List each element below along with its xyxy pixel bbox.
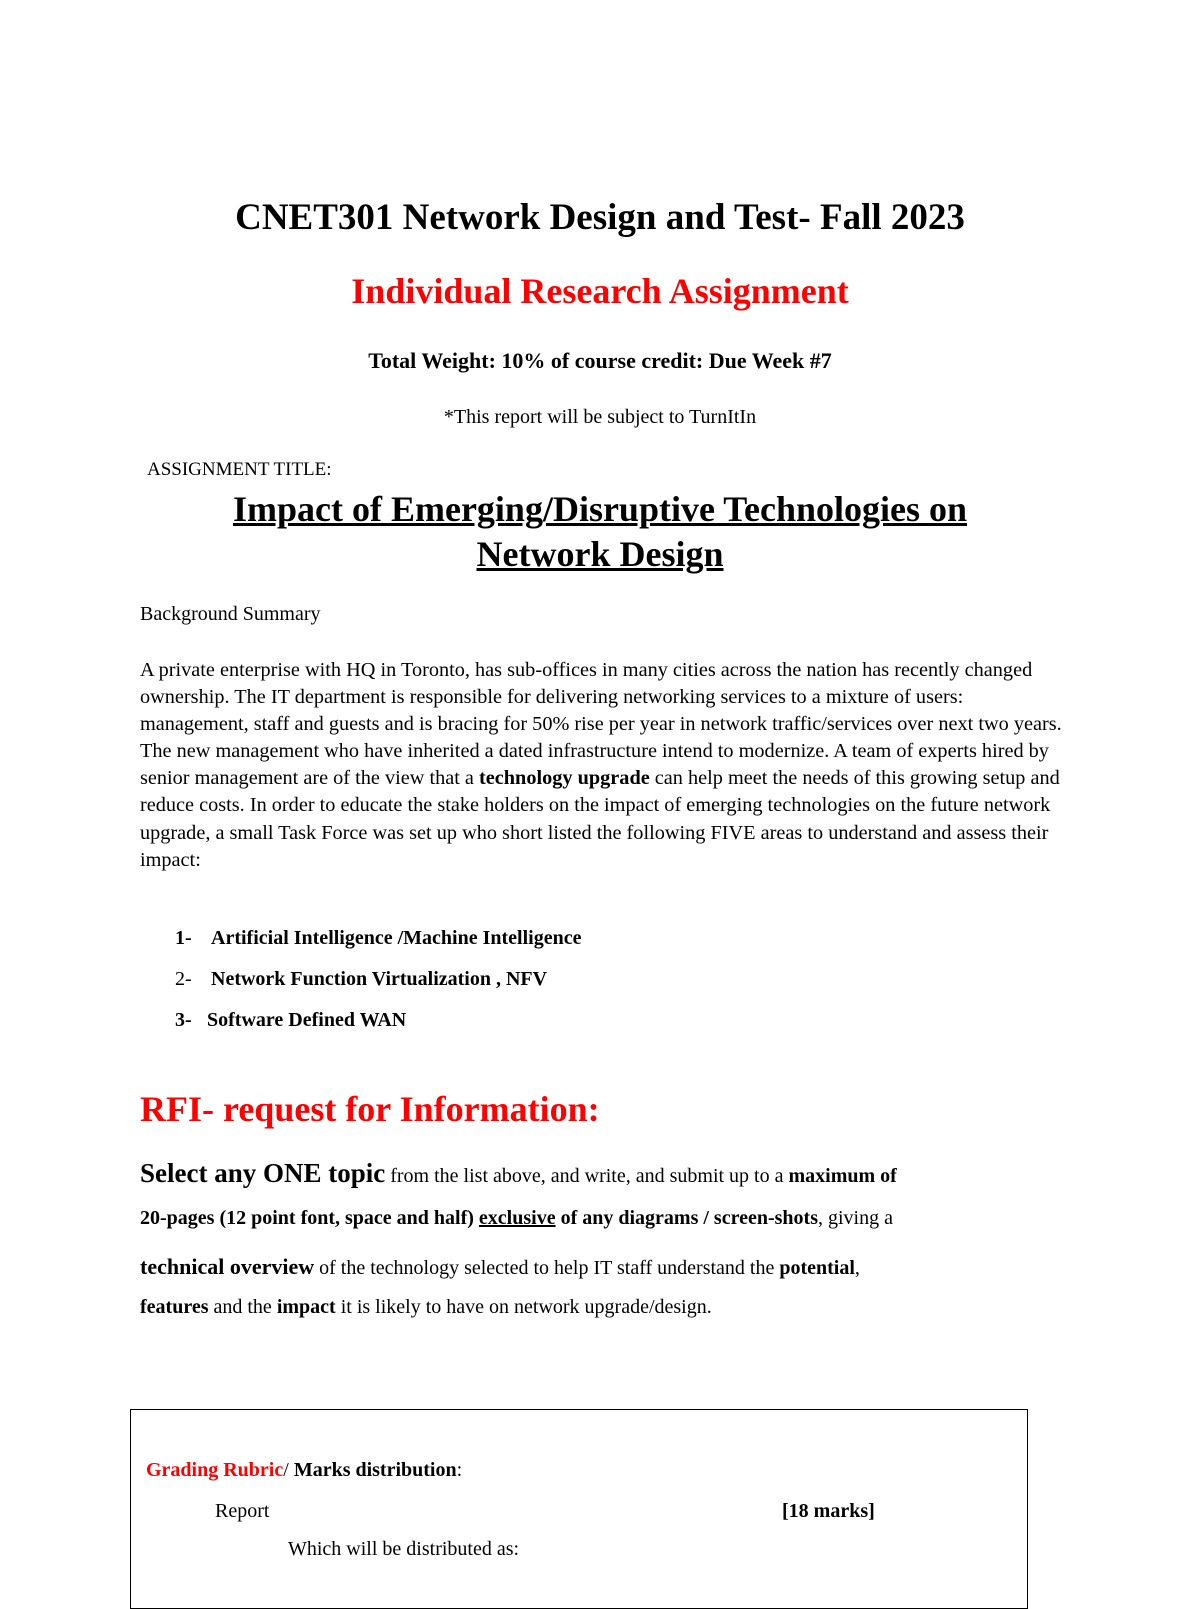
assignment-title-line1: Impact of Emerging/Disruptive Technologies on <box>232 489 968 529</box>
rfi-exclusive: exclusive <box>478 1207 556 1229</box>
rfi-text: it is likely to have on network upgrade/design. <box>335 1296 712 1318</box>
background-paragraph <box>140 657 1070 874</box>
rfi-bold: impact <box>276 1296 336 1318</box>
rfi-bold: 20-pages (12 point font, space and half) <box>140 1207 479 1229</box>
rubric-heading-red: Grading Rubric <box>146 1459 284 1481</box>
topic-label: Artificial Intelligence /Machine Intelligence <box>211 927 582 949</box>
background-text-2: can help meet the needs of this growing setup and reduce costs. In order to educate the stake holders on the impact of emerging technologies on the future network upgrade, a small Task Force was set up who short listed the following FIVE areas to understand and assess their impact: <box>140 767 1060 871</box>
rubric-heading-colon: : <box>456 1459 463 1481</box>
course-title: CNET301 Network Design and Test- Fall 2023 <box>235 197 965 238</box>
topic-number: 2- <box>175 968 192 990</box>
topic-label: Network Function Virtualization , NFV <box>211 968 548 990</box>
rfi-text: , giving a <box>817 1207 893 1229</box>
rfi-line-2 <box>140 1207 893 1230</box>
rfi-heading: RFI- request for Information: <box>140 1089 600 1129</box>
rfi-bold: features <box>140 1296 209 1318</box>
assignment-label: ASSIGNMENT TITLE: <box>147 459 332 480</box>
rfi-select-topic: Select any ONE topic <box>140 1158 386 1188</box>
background-heading: Background Summary <box>140 603 321 625</box>
rfi-line-4 <box>140 1296 712 1319</box>
rfi-text: from the list above, and write, and submit up to a <box>385 1165 789 1187</box>
turnitin-note: *This report will be subject to TurnItIn <box>443 406 757 428</box>
background-bold: technology upgrade <box>479 767 650 790</box>
topic-item <box>175 927 581 950</box>
assignment-title <box>0 487 1200 577</box>
rubric-heading <box>146 1459 462 1482</box>
rfi-line-1 <box>140 1158 897 1189</box>
topic-label: Software Defined WAN <box>207 1009 407 1031</box>
rfi-bold: potential <box>779 1257 855 1279</box>
rubric-heading-slash: / <box>283 1459 294 1481</box>
rfi-line-3 <box>140 1254 860 1280</box>
rfi-bold: technical overview <box>140 1254 315 1279</box>
rubric-distributed-note: Which will be distributed as: <box>288 1538 520 1560</box>
rfi-text: , <box>854 1257 860 1279</box>
rfi-bold: of any diagrams / screen-shots <box>555 1207 818 1229</box>
assignment-title-line2: Network Design <box>476 534 724 574</box>
weight-line: Total Weight: 10% of course credit: Due Week #7 <box>368 348 832 373</box>
rubric-report-label: Report <box>215 1500 270 1522</box>
rfi-bold: maximum of <box>788 1165 897 1187</box>
topic-number: 1- <box>175 927 192 949</box>
rfi-text: of the technology selected to help IT staff understand the <box>314 1257 780 1279</box>
rubric-heading-bold: Marks distribution <box>293 1459 457 1481</box>
assignment-subtitle: Individual Research Assignment <box>351 271 849 311</box>
rfi-text: and the <box>208 1296 277 1318</box>
topic-number: 3- <box>175 1009 192 1031</box>
topic-item <box>175 1009 406 1032</box>
topic-item <box>175 968 547 991</box>
background-text-1: A private enterprise with HQ in Toronto, has sub-offices in many cities across the nation has recently changed ownership. The IT department is responsible for delivering networking services to a mixture of users: management, staff and guests and is bracing for 50% rise per year in network traffic/services over next two years. The new management who have inherited a dated infrastructure intend to modernize. A team of experts hired by senior management are of the view that a <box>140 659 1062 790</box>
rubric-report-marks: [18 marks] <box>782 1500 875 1522</box>
